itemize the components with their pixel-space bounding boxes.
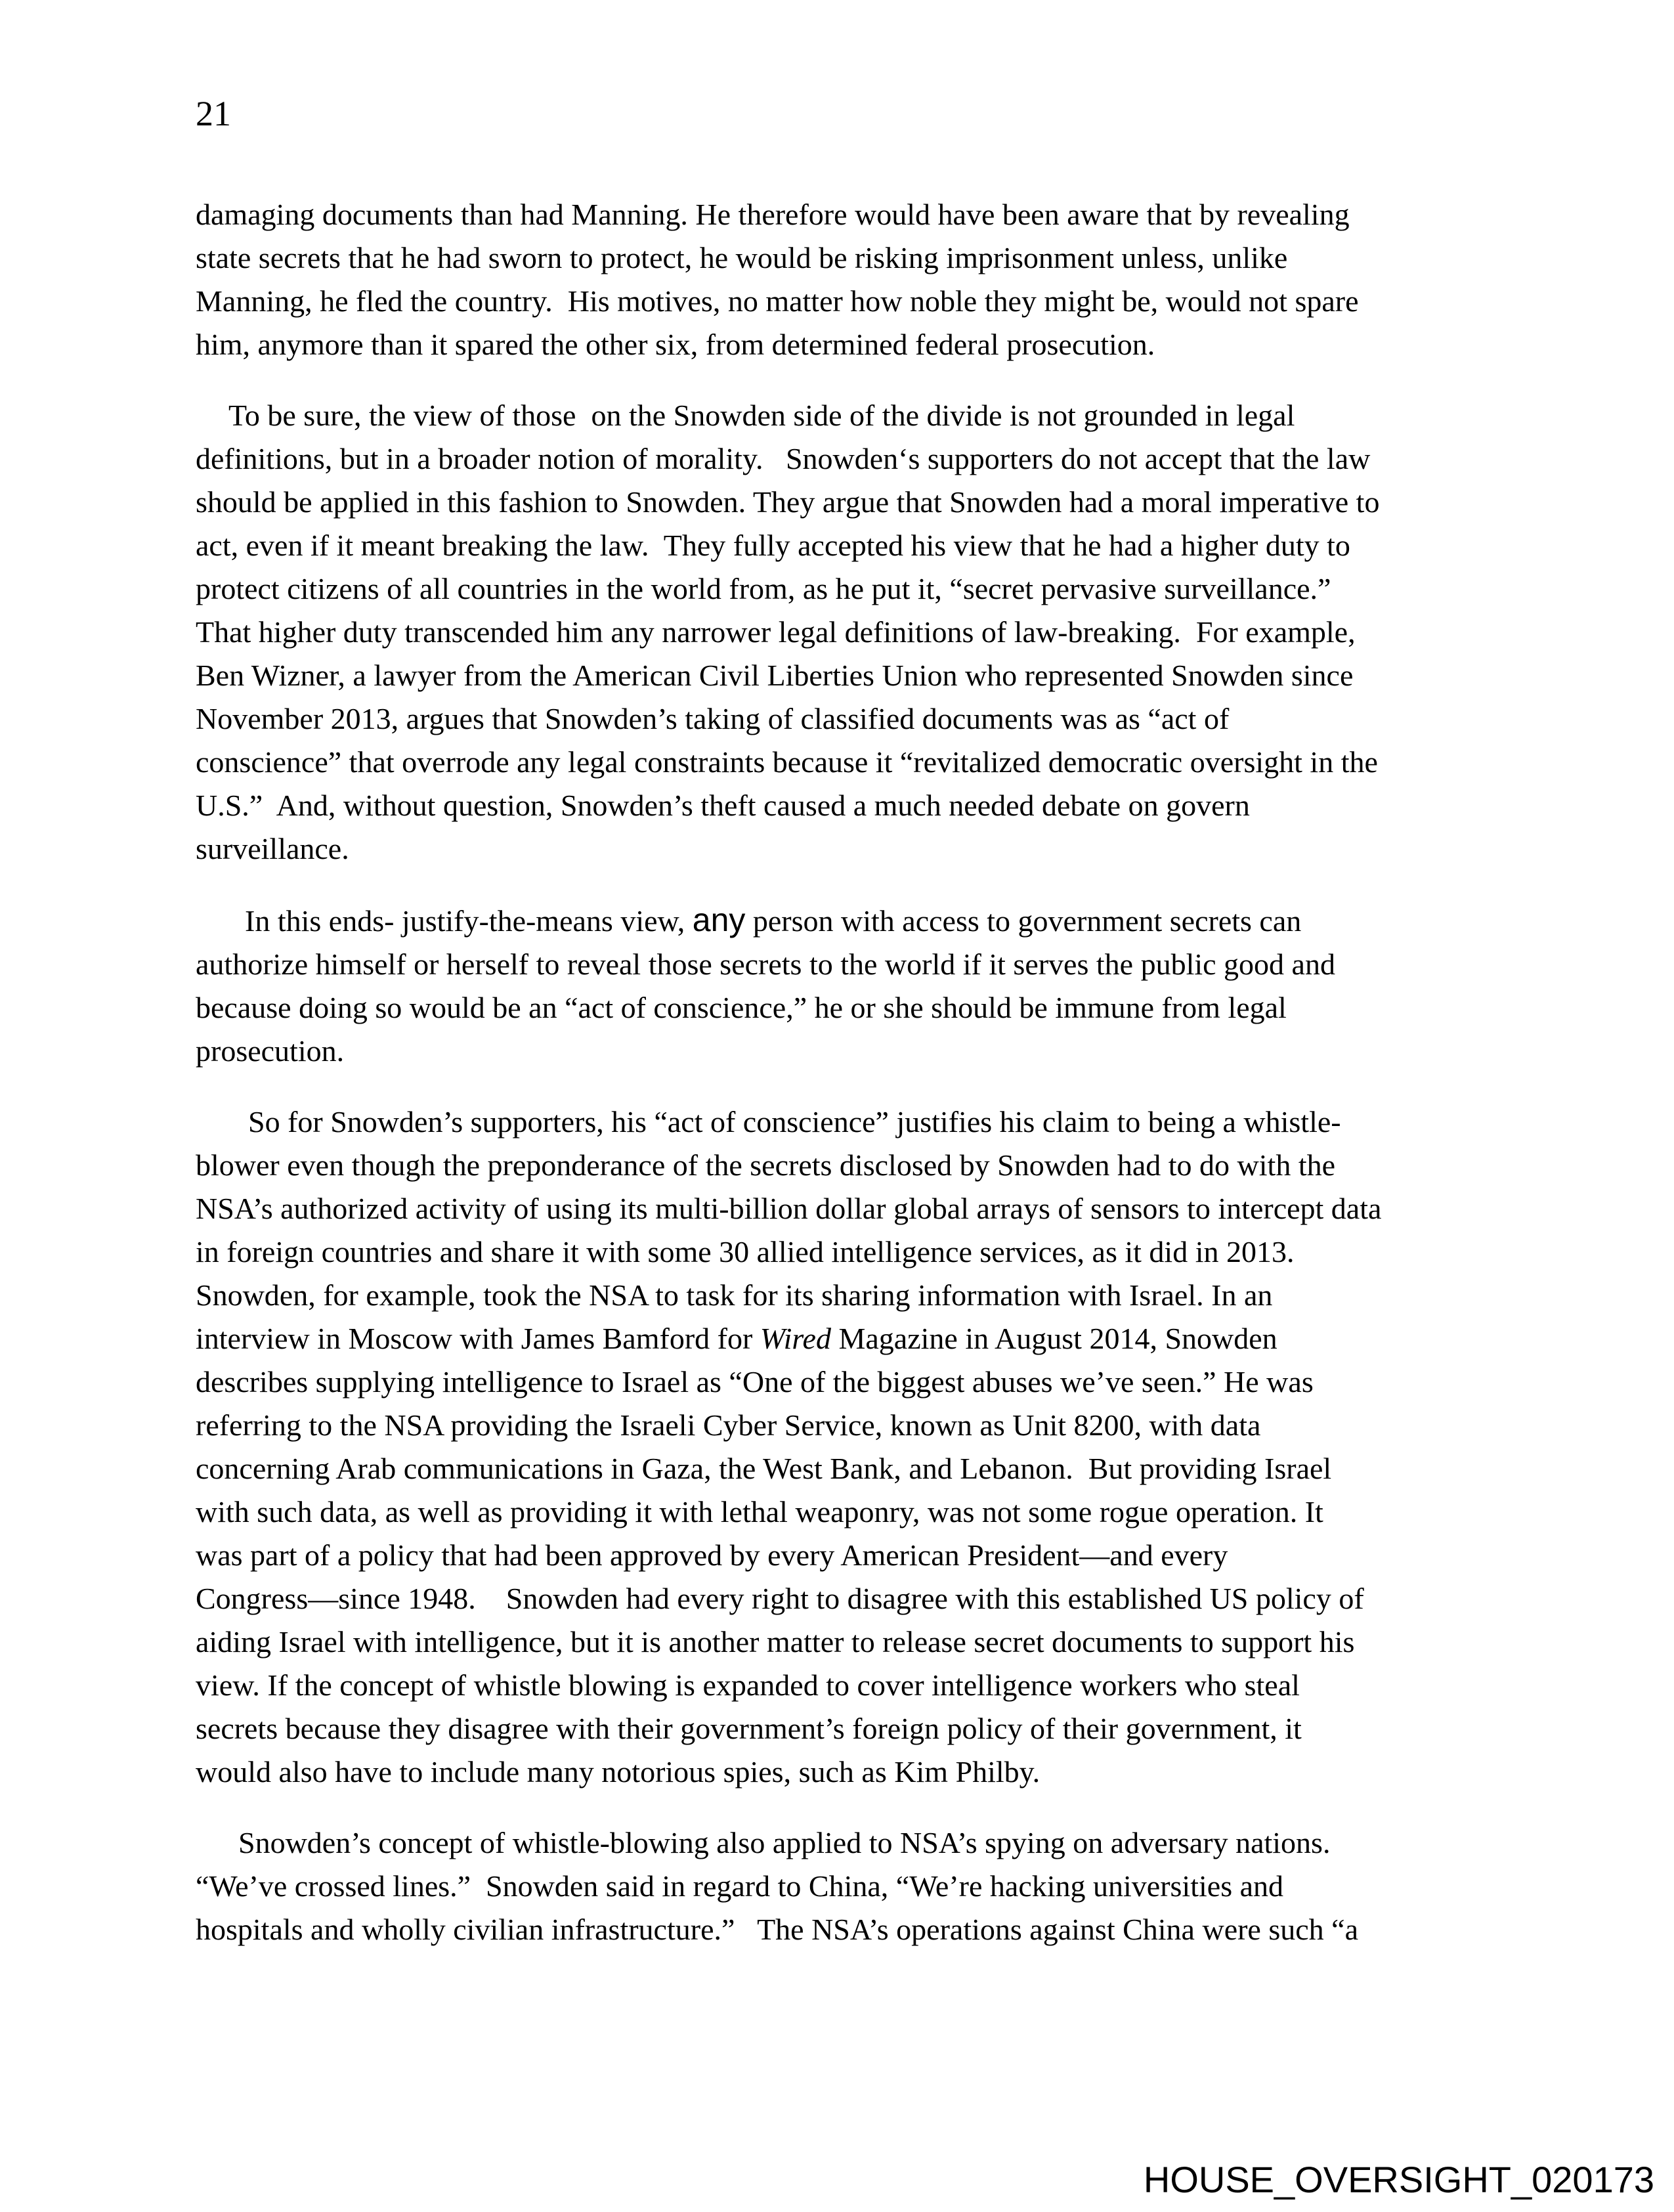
text-line: [196, 898, 1499, 943]
text-line: [196, 193, 1499, 236]
text-segment: “We’ve crossed lines.” Snowden said in regard to China, “We’re hacking universities and: [196, 1869, 1284, 1903]
paragraph: [196, 394, 1499, 871]
text-line: [196, 1274, 1499, 1317]
text-segment: secrets because they disagree with their government’s foreign policy of their government, it: [196, 1712, 1302, 1745]
text-segment: blower even though the preponderance of the secrets disclosed by Snowden had to do with the: [196, 1148, 1336, 1182]
text-line: [196, 741, 1499, 784]
text-segment: To be sure, the view of those on the Snowden side of the divide is not grounded in legal: [228, 399, 1295, 432]
text-line: [196, 986, 1499, 1030]
text-line: [196, 1144, 1499, 1187]
text-line: [196, 524, 1499, 567]
text-segment: person with access to government secrets can: [745, 904, 1302, 938]
text-segment: In this ends- justify-the-means view,: [245, 904, 693, 938]
text-line: [196, 280, 1499, 323]
text-line: [196, 1187, 1499, 1230]
text-segment: November 2013, argues that Snowden’s taking of classified documents was as “act of: [196, 702, 1230, 735]
paragraph: [196, 1100, 1499, 1794]
text-segment: view. If the concept of whistle blowing is expanded to cover intelligence workers who steal: [196, 1668, 1300, 1702]
text-segment: prosecution.: [196, 1034, 345, 1068]
text-line: [196, 1534, 1499, 1577]
text-segment: damaging documents than had Manning. He therefore would have been aware that by revealing: [196, 198, 1350, 231]
text-line: [196, 697, 1499, 741]
text-line: [196, 1577, 1499, 1620]
text-line: [196, 654, 1499, 697]
text-line: [196, 1360, 1499, 1404]
text-line: [196, 236, 1499, 280]
text-line: [196, 1447, 1499, 1490]
text-line: [196, 1490, 1499, 1534]
text-segment: referring to the NSA providing the Israeli Cyber Service, known as Unit 8200, with data: [196, 1408, 1261, 1442]
text-segment: surveillance.: [196, 832, 349, 865]
paragraph: [196, 898, 1499, 1073]
text-segment: protect citizens of all countries in the world from, as he put it, “secret pervasive surveillance.”: [196, 572, 1331, 605]
text-segment: in foreign countries and share it with some 30 allied intelligence services, as it did in 2013.: [196, 1235, 1295, 1269]
text-segment: Snowden’s concept of whistle-blowing also applied to NSA’s spying on adversary nations.: [238, 1826, 1331, 1859]
text-segment: should be applied in this fashion to Snowden. They argue that Snowden had a moral imperative to: [196, 485, 1380, 519]
text-line: [196, 943, 1499, 986]
text-segment: That higher duty transcended him any narrower legal definitions of law-breaking. For example,: [196, 615, 1356, 649]
page-number: 21: [196, 94, 231, 133]
text-segment: Ben Wizner, a lawyer from the American Civil Liberties Union who represented Snowden since: [196, 659, 1354, 692]
text-segment: conscience” that overrode any legal constraints because it “revitalized democratic oversight in the: [196, 745, 1378, 779]
text-segment: describes supplying intelligence to Israel as “One of the biggest abuses we’ve seen.” He was: [196, 1365, 1314, 1399]
text-segment: with such data, as well as providing it with lethal weaponry, was not some rogue operation. It: [196, 1495, 1323, 1529]
text-line: [196, 827, 1499, 871]
text-line: [196, 1908, 1499, 1951]
text-line: [196, 567, 1499, 611]
text-segment: aiding Israel with intelligence, but it is another matter to release secret documents to support his: [196, 1625, 1355, 1659]
bates-stamp: HOUSE_OVERSIGHT_020173: [1143, 2159, 1654, 2200]
text-line: [196, 1230, 1499, 1274]
text-segment: Magazine in August 2014, Snowden: [830, 1322, 1277, 1355]
text-segment: concerning Arab communications in Gaza, the West Bank, and Lebanon. But providing Israel: [196, 1452, 1332, 1485]
text-line: [196, 1030, 1499, 1073]
text-segment: Manning, he fled the country. His motives, no matter how noble they might be, would not spare: [196, 284, 1359, 318]
text-segment: authorize himself or herself to reveal those secrets to the world if it serves the public good and: [196, 947, 1335, 981]
text-segment: would also have to include many notorious spies, such as Kim Philby.: [196, 1755, 1041, 1789]
text-line: [196, 784, 1499, 827]
text-segment: U.S.” And, without question, Snowden’s theft caused a much needed debate on govern: [196, 789, 1250, 822]
text-line: [196, 1317, 1499, 1360]
text-segment: him, anymore than it spared the other six, from determined federal prosecution.: [196, 328, 1155, 361]
text-segment: Snowden, for example, took the NSA to task for its sharing information with Israel. In an: [196, 1278, 1273, 1312]
text-segment: Congress—since 1948. Snowden had every right to disagree with this established US policy of: [196, 1582, 1364, 1615]
text-line: [196, 1620, 1499, 1664]
text-line: [196, 1664, 1499, 1707]
text-line: [196, 323, 1499, 366]
text-segment-sans-large: any: [692, 901, 746, 938]
document-body: [196, 193, 1499, 1979]
text-segment: because doing so would be an “act of conscience,” he or she should be immune from legal: [196, 991, 1287, 1024]
text-segment: definitions, but in a broader notion of morality. Snowden‘s supporters do not accept that the law: [196, 442, 1371, 475]
paragraph: [196, 1821, 1499, 1951]
text-segment: So for Snowden’s supporters, his “act of conscience” justifies his claim to being a whistle-: [248, 1105, 1341, 1139]
text-line: [196, 1750, 1499, 1794]
text-line: [196, 1865, 1499, 1908]
text-segment: state secrets that he had sworn to protect, he would be risking imprisonment unless, unlike: [196, 241, 1288, 274]
text-segment: hospitals and wholly civilian infrastructure.” The NSA’s operations against China were such “a: [196, 1913, 1358, 1946]
text-line: [196, 1100, 1499, 1144]
text-segment: interview in Moscow with James Bamford for: [196, 1322, 760, 1355]
text-segment: act, even if it meant breaking the law. They fully accepted his view that he had a higher duty to: [196, 529, 1350, 562]
text-segment: NSA’s authorized activity of using its multi-billion dollar global arrays of sensors to intercept data: [196, 1192, 1382, 1225]
paragraph: [196, 193, 1499, 366]
text-line: [196, 1707, 1499, 1750]
text-line: [196, 611, 1499, 654]
text-line: [196, 394, 1499, 437]
text-line: [196, 1821, 1499, 1865]
text-segment: was part of a policy that had been approved by every American President—and every: [196, 1538, 1228, 1572]
text-line: [196, 481, 1499, 524]
text-line: [196, 437, 1499, 481]
text-line: [196, 1404, 1499, 1447]
text-segment-italic: Wired: [760, 1322, 831, 1355]
